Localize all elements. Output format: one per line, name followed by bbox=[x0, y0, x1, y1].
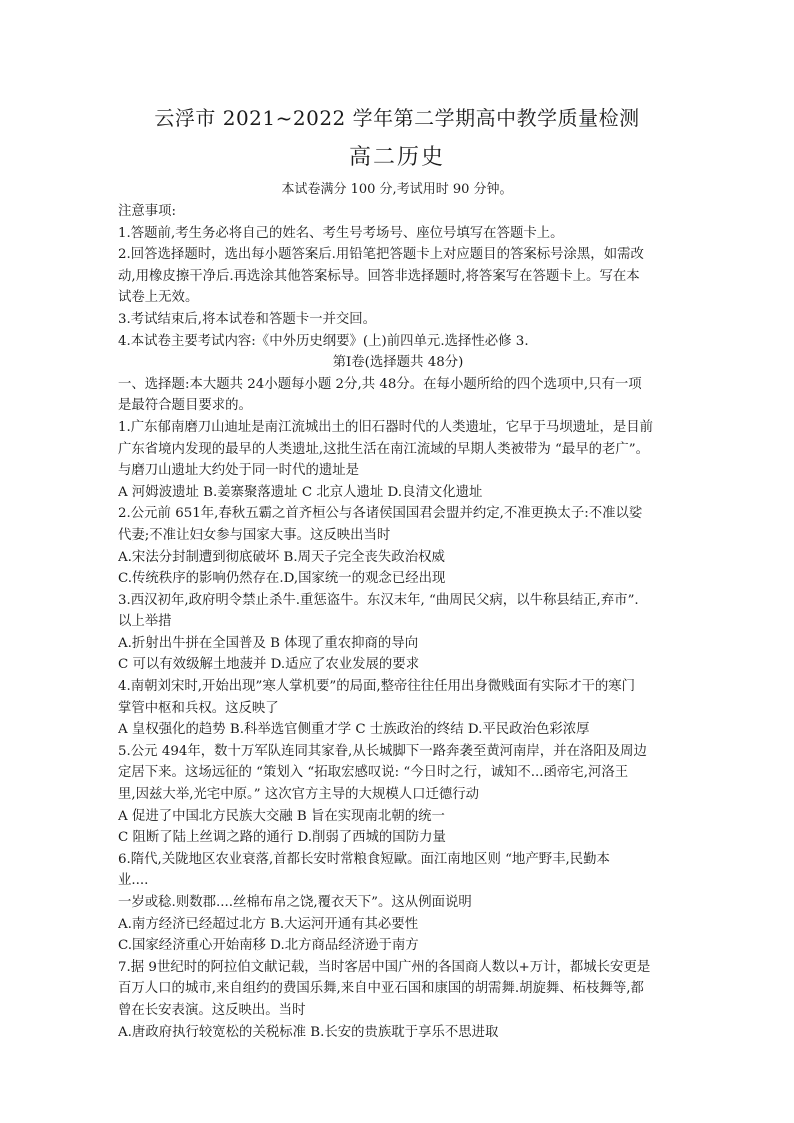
question-line: 4.南朝刘宋时,开始出现”寒人掌机要”的局面,整帝往往任用出身微贱面有实际才干的寒门 bbox=[118, 679, 636, 695]
option-line: A.唐政府执行较宽松的关税标准 B.长安的贵族耽于享乐不思进取 bbox=[118, 1024, 499, 1040]
question-line: 代妻;不准让妇女参与国家大事。这反映出当时 bbox=[118, 527, 391, 543]
option-line: C.传统秩序的影响仍然存在.D,国家统一的观念已经出现 bbox=[118, 571, 446, 587]
notice-line: 试卷上无效。 bbox=[118, 290, 199, 306]
question-line: 以上举措 bbox=[118, 614, 172, 630]
section-instruction: 是最符合题目要求的。 bbox=[118, 398, 252, 414]
option-line: A.折射出牛拼在全国普及 B 体现了重农抑商的导向 bbox=[118, 635, 419, 651]
option-line: C 阻断了陆上丝调之路的通行 D.削弱了西城的国防力量 bbox=[118, 830, 446, 846]
question-line: 掌管中枢和兵权。这反映了 bbox=[118, 700, 279, 716]
question-line: 6.隋代,关陇地区农业衰落,首都长安时常粮食短歐。面江南地区则 “地产野丰,民勤本 bbox=[118, 851, 610, 867]
question-line: 与磨刀山遗址大约处于同一时代的遗址是 bbox=[118, 463, 360, 479]
notice-line: 3.考试结束后,将本试卷和答题卡一并交回。 bbox=[118, 311, 377, 327]
question-line: 1.广东郁南磨刀山迪址是南江流城出土的旧石器时代的人类遗址，它早于马坝遗址，是目前 bbox=[118, 419, 654, 435]
exam-title: 云浮市 2021~2022 学年第二学期高中教学质量检测 bbox=[154, 106, 640, 130]
question-line: 里,因兹大举,光宅中原。” 这次官方主导的大规模人口迁德行动 bbox=[118, 787, 480, 803]
question-line: 广东省境内发现的最早的人类遗址,这批生活在南江流域的早期人类被带为 “最早的老广”。 bbox=[118, 441, 650, 457]
option-line: C.国家经济重心开始南移 D.北方商品经济逊于南方 bbox=[118, 938, 419, 954]
question-line: 一岁或稔.则数郡....丝棉布帛之饶,覆衣天下”。这从例面说明 bbox=[118, 895, 472, 910]
notice-line: 4.本试卷主要考试内容:《中外历史纲要》(上)前四单元.选择性必修 3. bbox=[118, 333, 529, 349]
section-instruction: 一、选择题:本大题共 24小题每小题 2分,共 48分。在每小题所给的四个选项中,只有一项 bbox=[118, 376, 642, 392]
option-line: C 可以有效级解土地菠并 D.适应了农业发展的要求 bbox=[118, 657, 420, 673]
exam-subtitle: 高二历史 bbox=[348, 145, 445, 170]
question-line: 百万人口的城市,来自组约的费国乐舞,来自中亚石国和康国的胡需舞.胡旋舞、柘枝舞等,都 bbox=[118, 981, 644, 997]
question-line: 3.西汉初年,政府明令禁止杀牛.重惩盗牛。东汉末年, “曲周民父病，以牛称县结正,弃市”. bbox=[118, 592, 639, 608]
notice-line: 1.答题前,考生务必将自己的姓名、考生号考场号、座位号填写在答题卡上。 bbox=[118, 225, 564, 241]
exam-body bbox=[118, 201, 678, 1043]
option-line: A 皇权强化的趋势 B.科举选官侧重才学 C 士族政治的终结 D.平民政治色彩浓厚 bbox=[118, 722, 590, 738]
exam-intro: 本试卷满分 100 分,考试用时 90 分钟。 bbox=[281, 182, 513, 197]
question-line: 定居下来。这场远征的 “策划入 “拓取宏感叹说: “今日时之行，诚知不...函帝宅,河洛王 bbox=[118, 765, 629, 781]
question-line: 7.据 9世纪时的阿拉伯文献记载，当时客居中国广州的各国商人数以+万计，都城长安更是 bbox=[118, 959, 651, 975]
option-line: A.宋法分封制遭到彻底破坏 B.周天子完全丧失政治权威 bbox=[118, 549, 445, 565]
option-line: A 促进了中国北方民族大交融 B 旨在实现南北朝的统一 bbox=[118, 808, 445, 824]
question-line: 5.公元 494年，数十万军队连同其家眷,从长城脚下一路奔袭至黄河南岸，并在洛阳及周边 bbox=[118, 743, 647, 759]
question-line: 曾在长安表演。这反映出。当时 bbox=[118, 1002, 306, 1018]
section-heading: 第Ⅰ卷(选择题共 48分) bbox=[332, 355, 464, 371]
option-line: A.南方经济已经超过北方 B.大运河开通有其必要性 bbox=[118, 916, 419, 932]
notice-line: 2.回答选择题时，选出每小题答案后.用铅笔把答题卡上对应题目的答案标号涂黑，如需改 bbox=[118, 247, 644, 263]
notice-heading: 注意事项: bbox=[118, 204, 177, 219]
question-line: 2.公元前 651年,春秋五霸之首齐桓公与各诸侯国国君会盟并约定,不准更换太子:不准以娑 bbox=[118, 506, 643, 522]
question-line: 业.... bbox=[118, 873, 149, 889]
notice-line: 动,用橡皮擦干净后.再选涂其他答案标导。回答非选择题时,将答案写在答题卡上。写在本 bbox=[118, 268, 640, 284]
option-line: A 河姆波遗址 B.姜寨聚落遗址 C 北京人遗址 D.良清文化遗址 bbox=[118, 484, 483, 500]
